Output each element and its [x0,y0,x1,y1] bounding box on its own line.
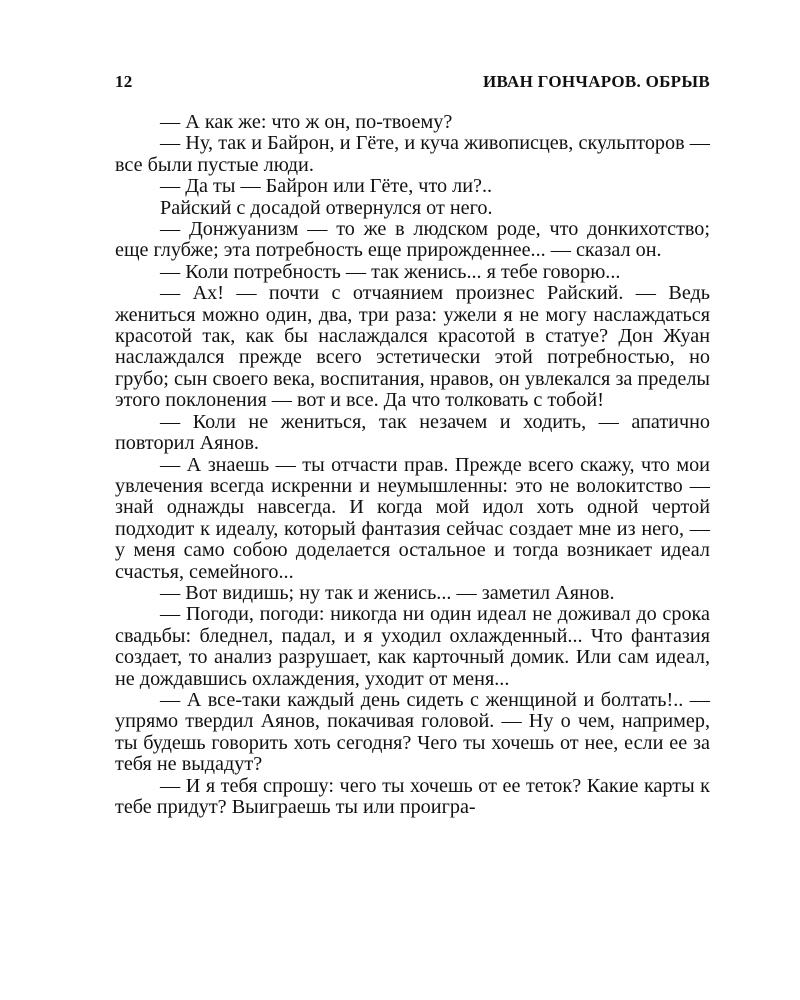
paragraph: — Коли не жениться, так незачем и ходить, — апатично повторил Аянов. [115,410,710,455]
paragraph: — Ну, так и Байрон, и Гёте, и куча живописцев, скульпторов — все были пустые люди. [115,132,710,176]
paragraph: — Вот видишь; ну так и женись... — заметил Аянов. [160,581,615,604]
paragraph: — Коли потребность — так женись... я тебе говорю... [160,260,621,283]
running-title: ИВАН ГОНЧАРОВ. ОБРЫВ [482,72,710,91]
paragraph: — Донжуанизм — то же в людском роде, что донкихотство; еще глубже; эта потребность еще прирожденнее... — сказал он. [115,218,710,262]
running-header [115,72,710,96]
page-number: 12 [115,72,133,91]
paragraph: — Ах! — почти с отчаянием произнес Райский. — Ведь жениться можно один, два, три раза: ужели я не могу наслаждаться красотой так, как бы наслаждался красотой в статуе? Дон Жуан наслаждался прежде всего эстетически этой потребностью, но грубо; сын своего века, воспитания, нравов, он увлекался за пределы этого поклонения — вот и все. Да что толковать с тобой! [115,282,710,412]
paragraph: — Погоди, погоди: никогда ни один идеал не доживал до срока свадьбы: бледнел, падал, и я уходил охлажденный... Что фантазия создает, то анализ разрушает, как карточный домик. Или сам идеал, не дождавшись охлаждения, уходит от меня... [115,603,710,690]
paragraph: — Да ты — Байрон или Гёте, что ли?.. [160,175,493,198]
paragraph: — А все-таки каждый день сидеть с женщиной и болтать!.. — упрямо твердил Аянов, покачивая головой. — Ну о чем, например, ты будешь говорить хоть сегодня? Чего ты хочешь от нее, если ее за тебя не выдадут? [115,688,710,776]
body-text [115,112,710,818]
paragraph: — А как же: что ж он, по-твоему? [160,111,453,133]
paragraph: — И я тебя спрошу: чего ты хочешь от ее теток? Какие карты к тебе придут? Выиграешь ты или проигра- [115,774,710,818]
paragraph: — А знаешь — ты отчасти прав. Прежде всего скажу, что мои увлечения всегда искренни и неумышленны: это не волокитство — знай однажды навсегда. И когда мой идол хоть одной чертой подходит к идеалу, который фантазия сейчас создает мне из него, — у меня само собою доделается остальное и тогда возникает идеал счастья, семейного... [115,453,710,583]
paragraph: Райский с досадой отвернулся от него. [160,196,493,219]
